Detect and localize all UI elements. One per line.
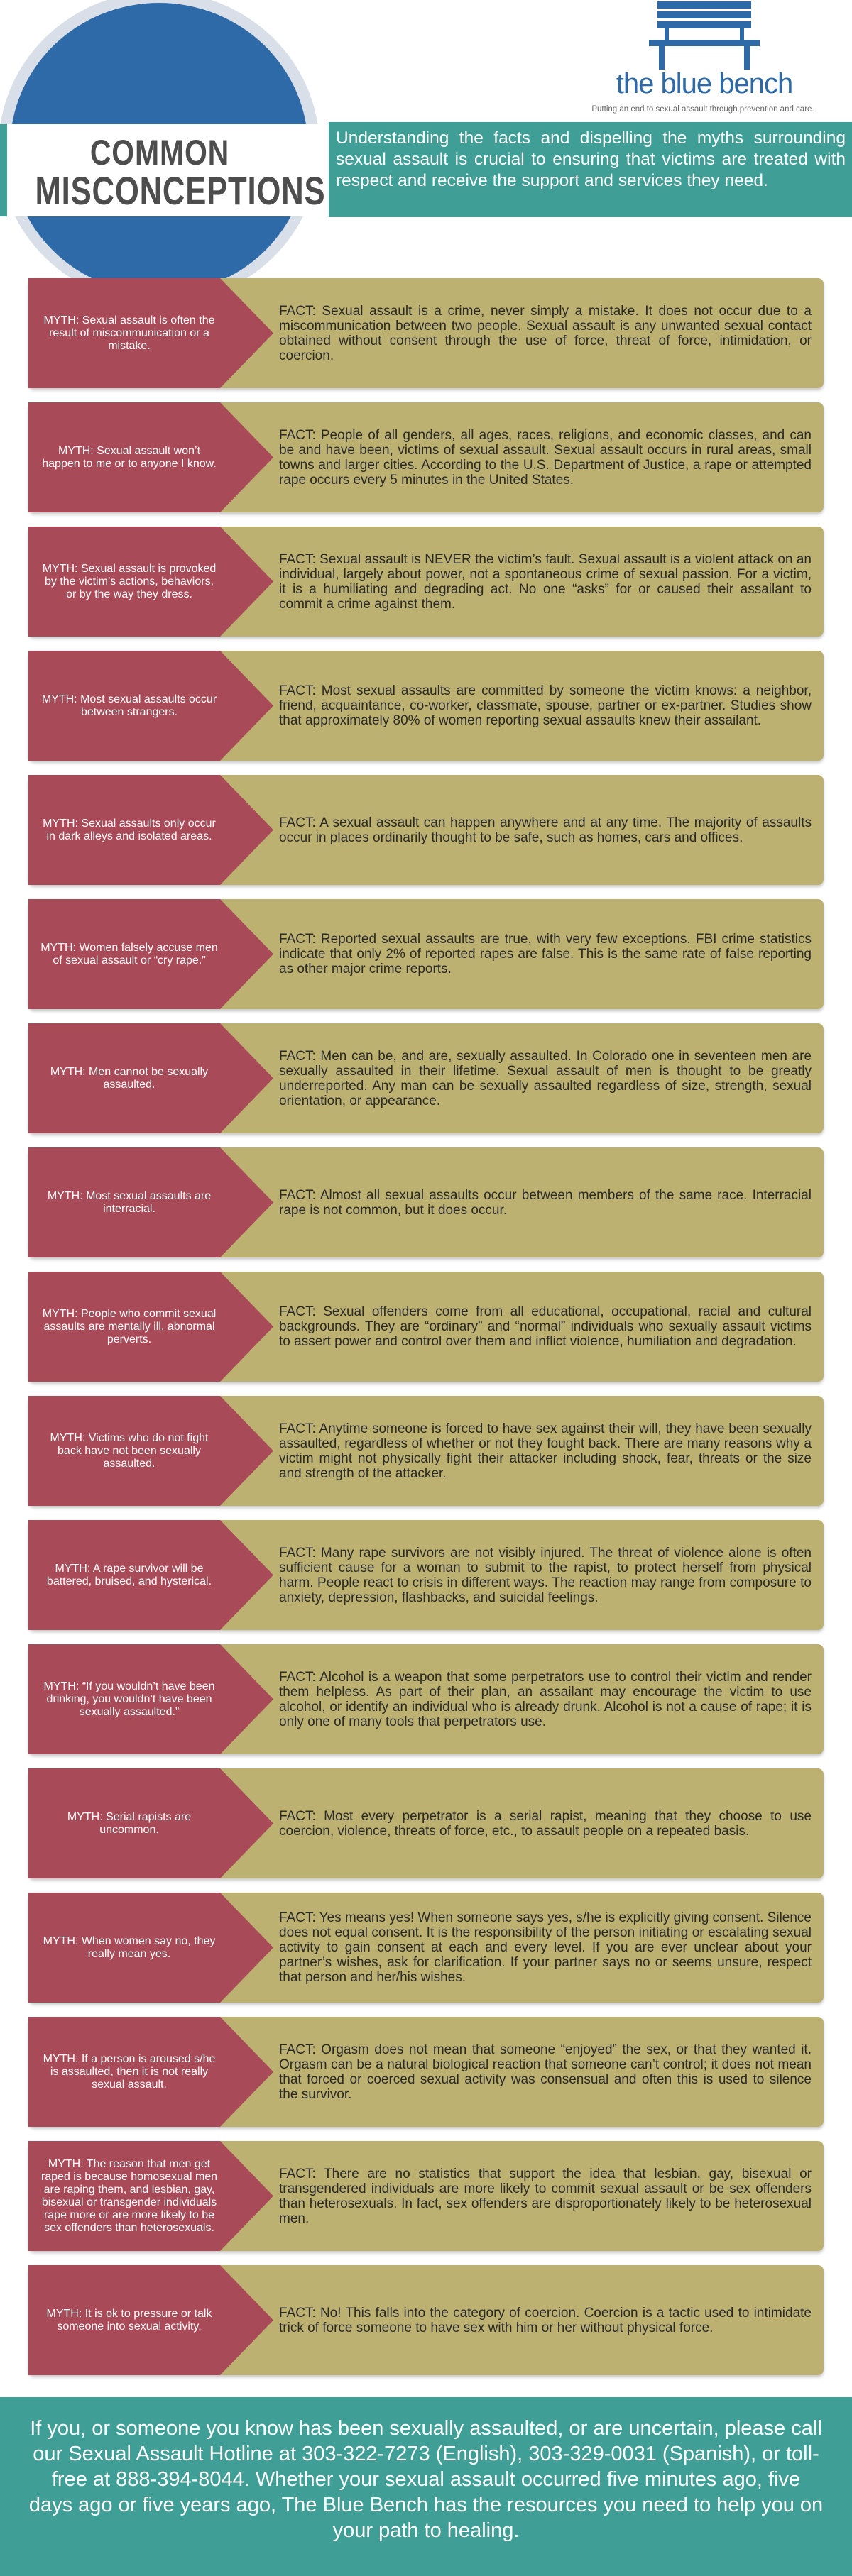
fact-text: FACT: Sexual offenders come from all educational, occupational, racial and cultural backgrounds. They are “ordinary” and “normal” individuals who sexually assault victims to assert power and control over them and inflict violence, humiliation and degradation. <box>279 1304 812 1349</box>
myth-text: MYTH: “If you wouldn’t have been drinking, you wouldn’t have been sexually assaulted.” <box>43 1680 215 1718</box>
myth-fact-row <box>28 1893 824 2003</box>
myth-text: MYTH: It is ok to pressure or talk someone into sexual activity. <box>46 2307 212 2333</box>
myth-text: MYTH: People who commit sexual assaults are mentally ill, abnormal perverts. <box>42 1307 217 1345</box>
fact-text: FACT: Anytime someone is forced to have sex against their will, they have been sexually assaulted, regardless of whether or not they fought back. There are many reasons why a victim might not physically fight their attacker including shock, fear, threats or the size and strength of the attacker. <box>279 1421 812 1481</box>
myth-text: MYTH: Sexual assault won’t happen to me or to anyone I know. <box>42 444 217 470</box>
fact-text: FACT: Almost all sexual assaults occur between members of the same race. Interracial rape is not common, but it does occur. <box>279 1187 812 1218</box>
fact-text-wrapper <box>279 1272 812 1382</box>
fact-text-wrapper <box>279 527 812 637</box>
fact-text: FACT: There are no statistics that support the idea that lesbian, gay, bisexual or transgendered individuals are more likely to commit sexual assault or be sex offenders than heterosexuals. In fact, sex offenders are disproportionately likely to be heterosexual men. <box>279 2166 812 2226</box>
header <box>0 0 852 312</box>
fact-text: FACT: Men can be, and are, sexually assaulted. In Colorado one in seventeen men are sexually assaulted in their lifetime. Sexual assault of men is thought to be greatly underreported. Any man can be sexually assaulted regardless of size, strength, sexual orientation, or appearance. <box>279 1048 812 1108</box>
myth-text: MYTH: Sexual assault is provoked by the victim’s actions, behaviors, or by the way they dress. <box>42 562 217 600</box>
myth-fact-row <box>28 278 824 388</box>
myth-fact-row <box>28 527 824 637</box>
footer-hotline-text: If you, or someone you know has been sexually assaulted, or are uncertain, please call our Sexual Assault Hotline at 303-322-7273 (English), 303-329-0031 (Spanish), or toll-free at 888-394-8044. Whether your sexual assault occurred five minutes ago, five days ago or five years ago, The Blue Bench has the resources you need to help you on your path to healing. <box>28 2417 824 2542</box>
myth-text: MYTH: A rape survivor will be battered, bruised, and hysterical. <box>46 1562 212 1587</box>
myth-fact-row <box>28 2141 824 2251</box>
fact-text: FACT: Orgasm does not mean that someone “enjoyed” the sex, or that they wanted it. Orgasm can be a natural biological reaction that someone can’t control; it does not mean that forced or coerced sexual activity was consensual and often this is used to silence the survivor. <box>279 2042 812 2102</box>
fact-text: FACT: Yes means yes! When someone says yes, s/he is explicitly giving consent. Silence does not equal consent. It is the responsibility of the person initiating or escalating sexual activity to gain consent at each and every level. If you are ever unclear about your partner’s wishes, ask for clarification. If your partner says no or seems unsure, respect that person and her/his wishes. <box>279 1910 812 1985</box>
myth-text: MYTH: The reason that men get raped is because homosexual men are raping them, and lesbian, gay, bisexual or transgender individuals rape more or are more likely to be sex offenders than heterosexuals. <box>40 2157 218 2234</box>
myth-text: MYTH: If a person is aroused s/he is assaulted, then it is not really sexual assault. <box>43 2052 216 2091</box>
myth-fact-row <box>28 1396 824 1506</box>
myth-text: MYTH: Sexual assaults only occur in dark alleys and isolated areas. <box>43 817 216 842</box>
myth-fact-row <box>28 1023 824 1133</box>
fact-text-wrapper <box>279 1520 812 1630</box>
fact-text: FACT: Most every perpetrator is a serial rapist, meaning that they choose to use coercion, violence, threats of force, etc., to assault people on a repeated basis. <box>279 1808 812 1839</box>
fact-text: FACT: Reported sexual assaults are true, with very few exceptions. FBI crime statistics indicate that only 2% of reported rapes are false. This is the same rate of false reporting as other major crime reports. <box>279 932 812 976</box>
fact-text: FACT: Most sexual assaults are committed by someone the victim knows: a neighbor, friend, acquaintance, co-worker, classmate, spouse, partner or ex-partner. Studies show that approximately 80% of women reporting sexual assaults knew their assailant. <box>279 683 812 728</box>
myth-text: MYTH: When women say no, they really mean yes. <box>43 1934 216 1960</box>
fact-text-wrapper <box>279 1768 812 1878</box>
myth-text: MYTH: Most sexual assaults are interracial. <box>47 1189 212 1215</box>
fact-text: FACT: Sexual assault is NEVER the victim’s fault. Sexual assault is a violent attack on an individual, largely about power, not a spontaneous crime of sexual passion. For a victim, it is a humiliating and degrading act. No one “asks” for or caused their assailant to commit a crime against them. <box>279 551 812 612</box>
fact-text-wrapper <box>279 1893 812 2003</box>
fact-text-wrapper <box>279 1023 812 1133</box>
myth-fact-row <box>28 2017 824 2127</box>
brand-tagline: Putting an end to sexual assault through prevention and care. <box>591 105 814 114</box>
page-title-line-1: COMMON <box>89 133 230 172</box>
myth-text: MYTH: Victims who do not fight back have not been sexually assaulted. <box>50 1431 209 1470</box>
myth-fact-row <box>28 1272 824 1382</box>
fact-text-wrapper <box>279 899 812 1009</box>
fact-text: FACT: People of all genders, all ages, races, religions, and economic classes, and can be and have been, victims of sexual assault. Sexual assault occurs in rural areas, small towns and larger cities. According to the U.S. Department of Justice, a rape or attempted rape occurs every 5 minutes in the United States. <box>279 427 812 488</box>
footer <box>0 2397 852 2576</box>
intro-box <box>329 122 852 217</box>
fact-text-wrapper <box>279 651 812 761</box>
fact-text: FACT: No! This falls into the category of coercion. Coercion is a tactic used to intimidate trick of force someone to have sex with him or her without physical force. <box>279 2305 812 2335</box>
myth-fact-row <box>28 899 824 1009</box>
fact-text: FACT: Alcohol is a weapon that some perpetrators use to control their victim and render them helpless. As part of their plan, an assailant may encourage the victim to use alcohol, or identify an individual who is already drunk. Alcohol is not a cause of rape; it is only one of many tools that perpetrators use. <box>279 1669 812 1729</box>
fact-text-wrapper <box>279 2017 812 2127</box>
myth-fact-row <box>28 402 824 512</box>
fact-text-wrapper <box>279 2265 812 2375</box>
fact-text-wrapper <box>279 1396 812 1506</box>
myth-text: MYTH: Women falsely accuse men of sexual assault or “cry rape.” <box>40 941 218 967</box>
myth-fact-row <box>28 651 824 761</box>
myth-fact-row <box>28 1520 824 1630</box>
myth-text: MYTH: Men cannot be sexually assaulted. <box>50 1065 209 1091</box>
intro-text: Understanding the facts and dispelling the myths surrounding sexual assault is crucial to ensuring that victims are treated with respect and receive the support and services they need. <box>336 128 846 190</box>
myth-fact-row <box>28 775 824 885</box>
brand-name: the blue bench <box>616 68 793 99</box>
myth-fact-row <box>28 1768 824 1878</box>
page-title-line-2: MISCONCEPTIONS <box>35 168 326 213</box>
myth-text: MYTH: Serial rapists are uncommon. <box>67 1810 192 1836</box>
fact-text-wrapper <box>279 1147 812 1257</box>
title-band-accent <box>0 124 7 216</box>
fact-text-wrapper <box>279 278 812 388</box>
myth-fact-row <box>28 1644 824 1754</box>
fact-text-wrapper <box>279 402 812 512</box>
fact-text-wrapper <box>279 775 812 885</box>
fact-text: FACT: Sexual assault is a crime, never simply a mistake. It does not occur due to a miscommunication between two people. Sexual assault is any unwanted sexual contact obtained without consent through the use of force, threat of force, intimidation, or coercion. <box>279 303 812 363</box>
fact-text: FACT: A sexual assault can happen anywhere and at any time. The majority of assaults occur in places ordinarily thought to be safe, such as homes, cars and offices. <box>279 815 812 845</box>
fact-text: FACT: Many rape survivors are not visibly injured. The threat of violence alone is often sufficient cause for a woman to submit to the rapist, to protect herself from physical harm. People react to crisis in different ways. The reaction may range from composure to anxiety, depression, flashbacks, and suicidal feelings. <box>279 1545 812 1605</box>
fact-text-wrapper <box>279 2141 812 2251</box>
myth-text: MYTH: Most sexual assaults occur between strangers. <box>41 693 217 718</box>
myth-fact-row <box>28 1147 824 1257</box>
bench-icon <box>648 0 761 71</box>
myth-fact-row <box>28 2265 824 2375</box>
myth-text: MYTH: Sexual assault is often the result of miscommunication or a mistake. <box>43 314 215 352</box>
fact-text-wrapper <box>279 1644 812 1754</box>
